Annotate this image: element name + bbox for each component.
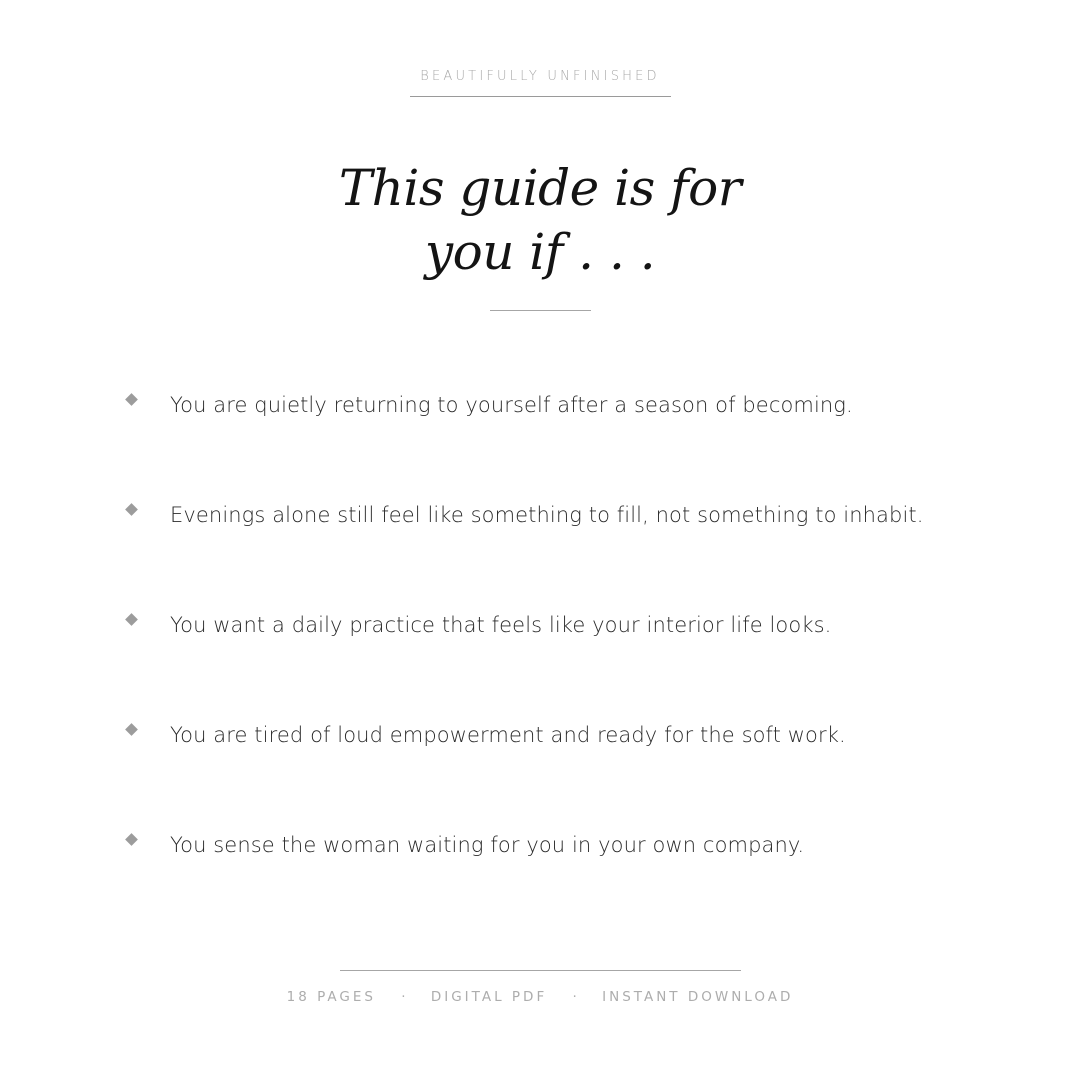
list-item-text: You want a daily practice that feels like your interior life looks.: [170, 613, 832, 637]
diamond-icon: [125, 723, 138, 736]
diamond-icon: [125, 393, 138, 406]
product-details: [0, 988, 1080, 1006]
title-line-2: you if . . .: [424, 223, 656, 281]
diamond-icon: [125, 503, 138, 516]
brand-label: BEAUTIFULLY UNFINISHED: [420, 69, 660, 84]
list-item: [0, 500, 1080, 540]
diamond-icon: [125, 613, 138, 626]
header-divider: [410, 96, 671, 97]
separator-dot: ·: [572, 989, 577, 1005]
list-item: [0, 390, 1080, 430]
page-count: 18 PAGES: [286, 989, 376, 1005]
file-format: DIGITAL PDF: [430, 989, 548, 1005]
page-title: [0, 156, 1080, 284]
title-line-1: This guide is for: [338, 159, 742, 217]
delivery-method: INSTANT DOWNLOAD: [602, 989, 794, 1005]
title-divider: [490, 310, 591, 311]
footer-divider: [340, 970, 741, 971]
list-item: [0, 830, 1080, 870]
list-item-text: Evenings alone still feel like something to fill, not something to inhabit.: [170, 503, 924, 527]
list-item-text: You are quietly returning to yourself after a season of becoming.: [170, 393, 853, 417]
diamond-icon: [125, 833, 138, 846]
list-item-text: You sense the woman waiting for you in your own company.: [170, 833, 805, 857]
list-item: [0, 610, 1080, 650]
list-item: [0, 720, 1080, 760]
list-item-text: You are tired of loud empowerment and ready for the soft work.: [170, 723, 846, 747]
separator-dot: ·: [401, 989, 406, 1005]
